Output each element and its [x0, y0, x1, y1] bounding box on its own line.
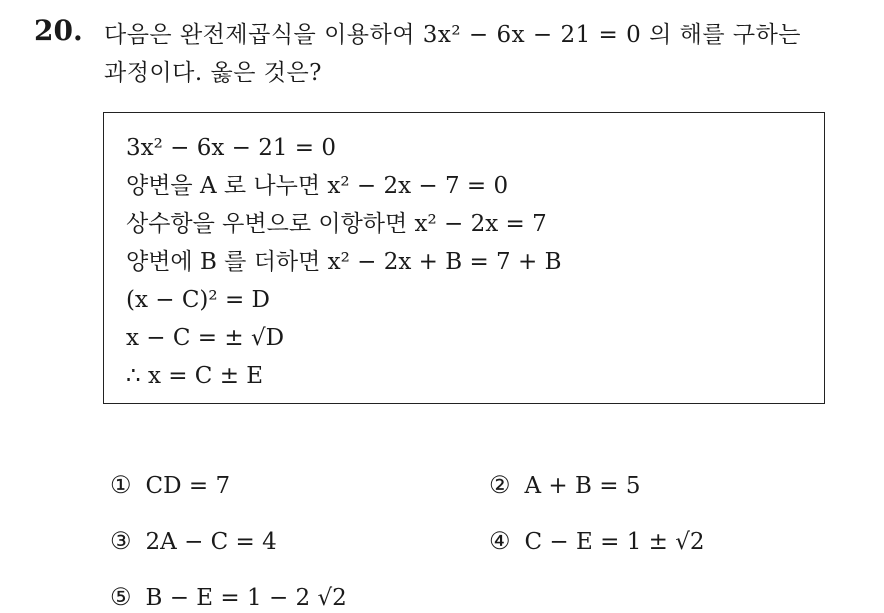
- solution-steps: [126, 129, 561, 395]
- question-stem: [104, 16, 874, 92]
- solution-step-2: 양변을 A 로 나누면 x² − 2x − 7 = 0: [126, 173, 509, 199]
- solution-step-5: (x − C)² = D: [126, 287, 270, 313]
- question-number: 20.: [34, 14, 83, 47]
- solution-step-6: x − C = ± √D: [126, 325, 285, 351]
- solution-step-1: 3x² − 6x − 21 = 0: [126, 135, 337, 161]
- solution-step-4: 양변에 B 를 더하면 x² − 2x + B = 7 + B: [126, 249, 562, 275]
- choice-3[interactable]: [110, 527, 277, 555]
- choice-4-marker: ④: [489, 527, 511, 555]
- choice-5[interactable]: [110, 583, 347, 611]
- solution-box: [103, 112, 825, 404]
- choice-5-marker: ⑤: [110, 583, 132, 611]
- solution-step-3: 상수항을 우변으로 이항하면 x² − 2x = 7: [126, 211, 547, 237]
- choice-3-text: 2A − C = 4: [145, 529, 277, 555]
- choice-1-text: CD = 7: [145, 473, 231, 499]
- choice-1-marker: ①: [110, 471, 132, 499]
- solution-step-7: ∴ x = C ± E: [126, 363, 264, 389]
- choice-4-text: C − E = 1 ± √2: [524, 529, 705, 555]
- choice-3-marker: ③: [110, 527, 132, 555]
- choice-2-text: A + B = 5: [524, 473, 641, 499]
- question-stem-line-2: 과정이다. 옳은 것은?: [104, 60, 323, 86]
- choice-4[interactable]: [489, 527, 705, 555]
- choice-1[interactable]: [110, 471, 230, 499]
- choice-2[interactable]: [489, 471, 640, 499]
- question-stem-line-1: 다음은 완전제곱식을 이용하여 3x² − 6x − 21 = 0 의 해를 구하는: [104, 22, 802, 48]
- choice-2-marker: ②: [489, 471, 511, 499]
- choice-5-text: B − E = 1 − 2 √2: [145, 585, 347, 611]
